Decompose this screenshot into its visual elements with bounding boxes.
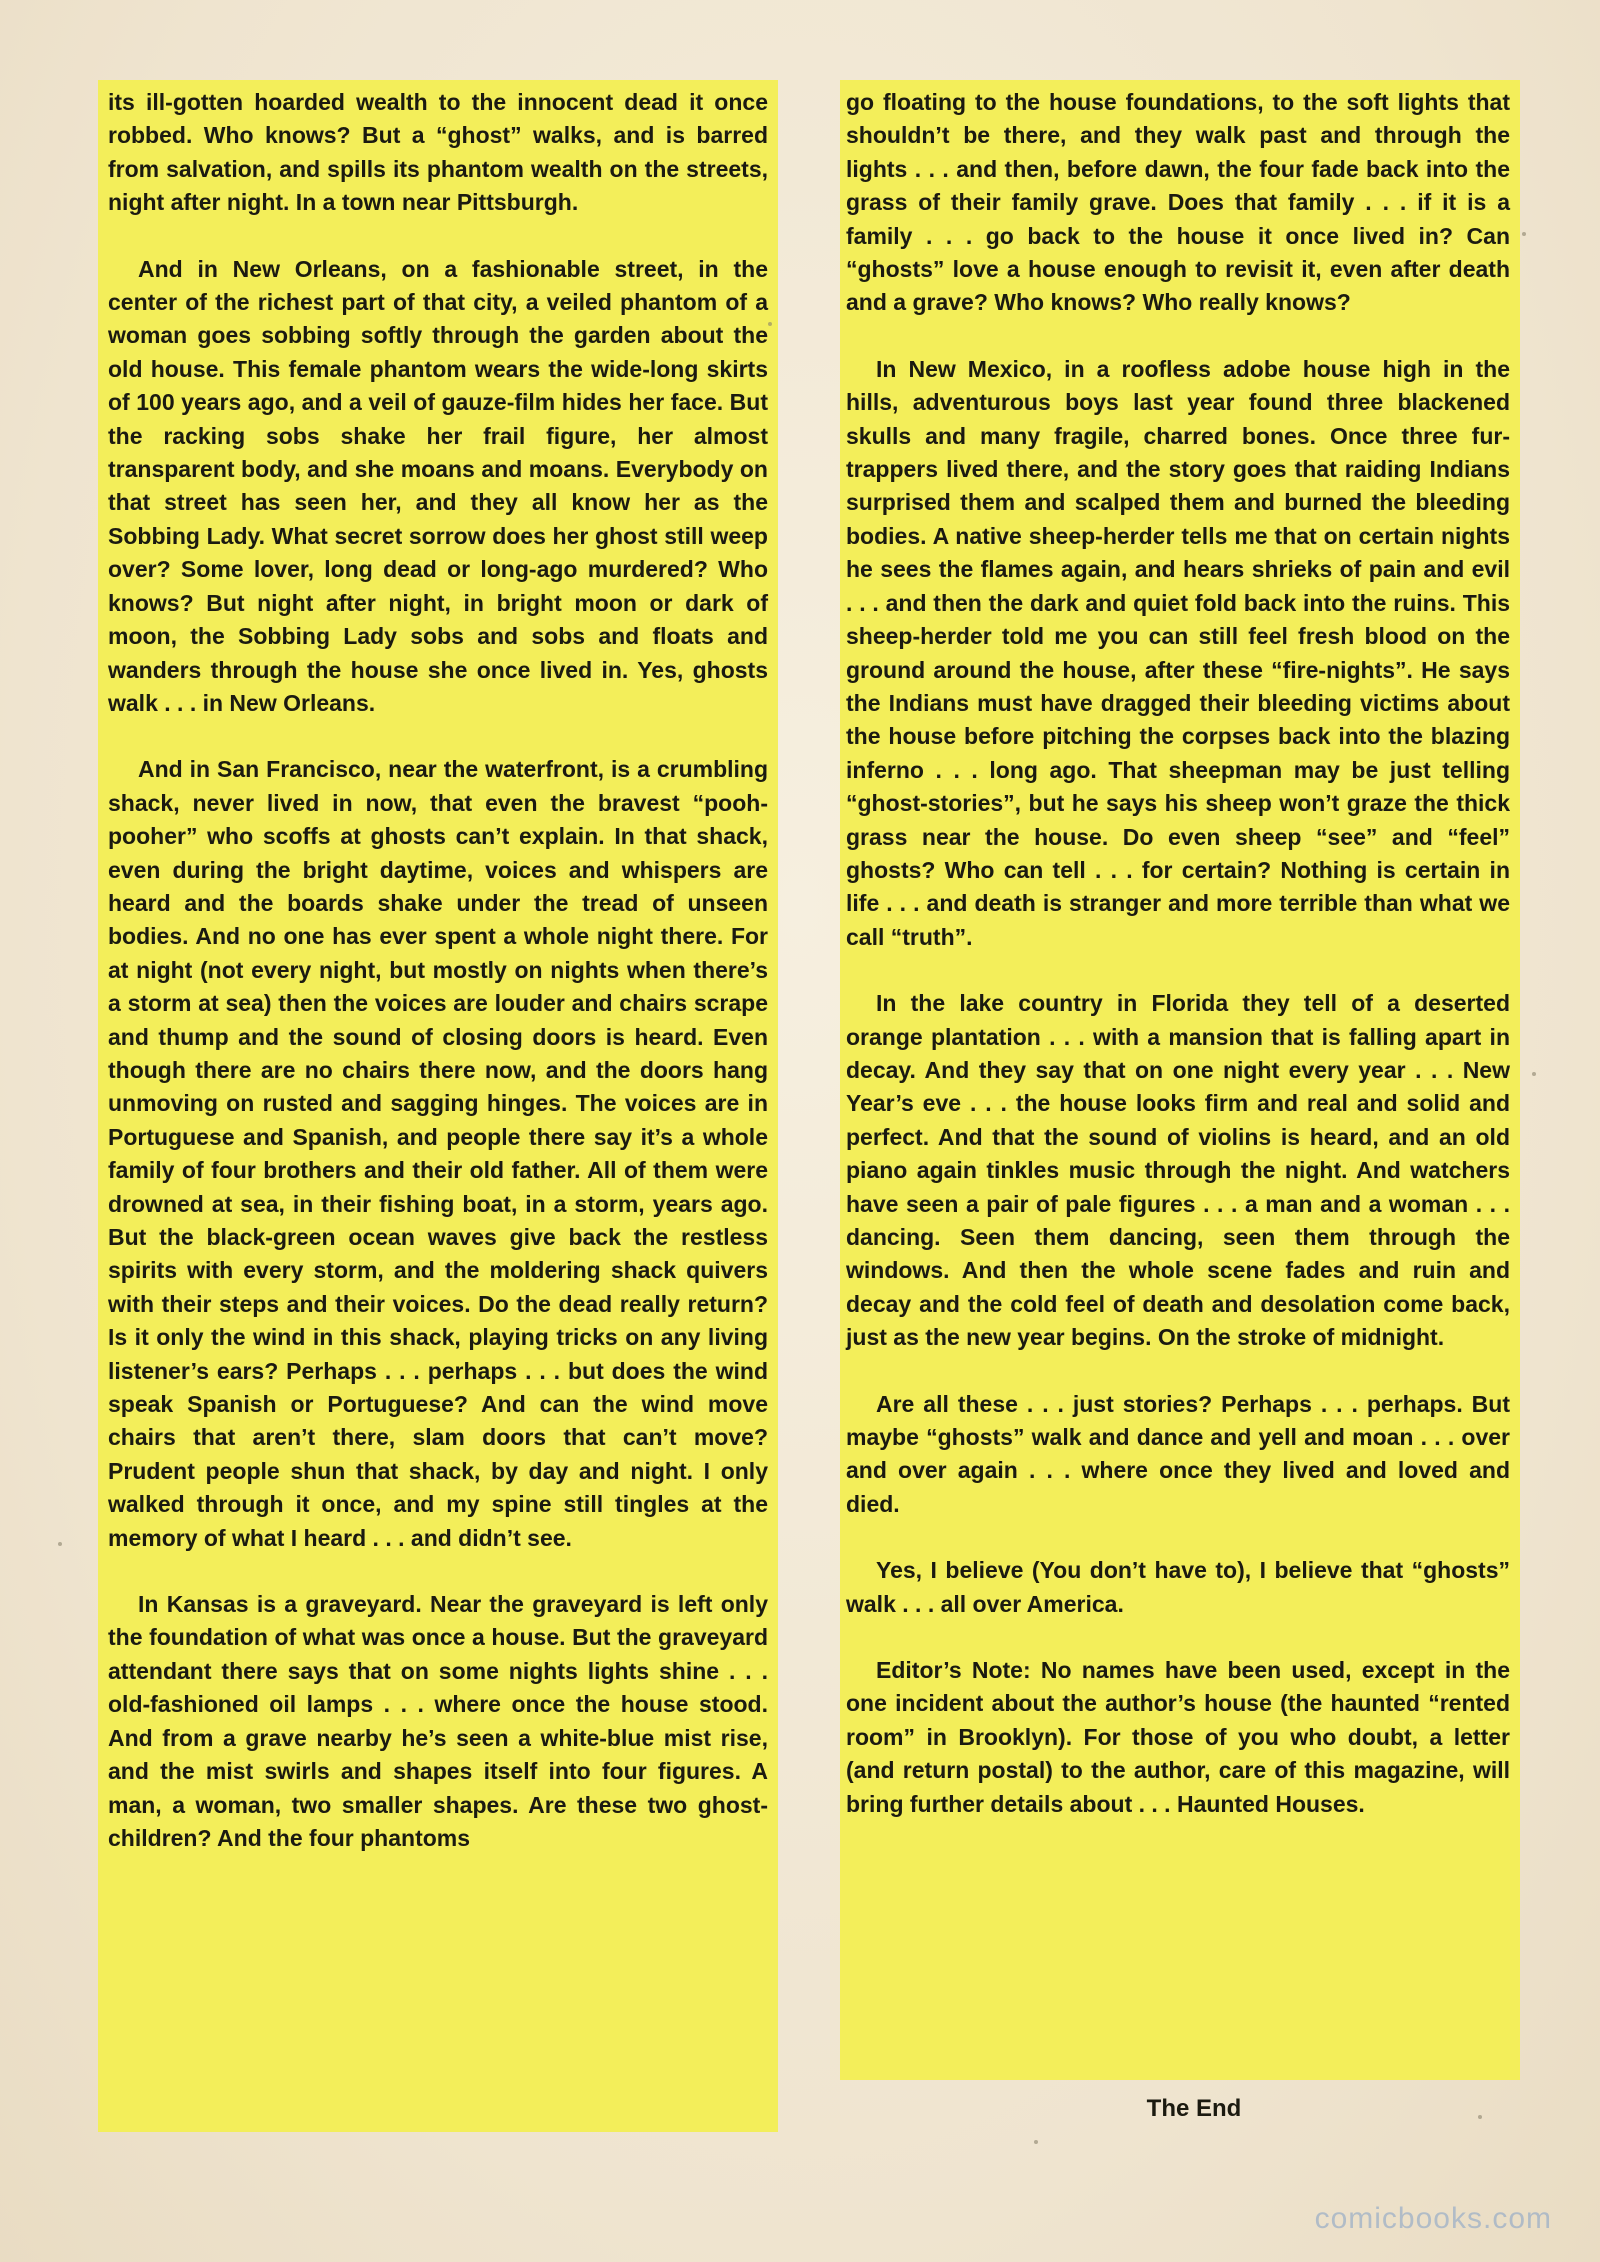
paragraph-florida: In the lake country in Florida they tell of a deserted orange plantation . . . with a mansion that is falling apart in decay. And they say that on one night every year . . . New Year’s eve . . . the house looks firm and real and solid and perfect. And that the sound of violins is heard, and an old piano again tinkles music through the night. And watchers have seen a pair of pale figures . . . a man and a woman . . . dancing. Seen them dancing, seen them through the windows. And then the whole scene fades and ruin and decay and the cold feel of death and desolation come back, just as the new year begins. On the stroke of midnight.	[846, 990, 1510, 1351]
left-text-column	[98, 80, 778, 2132]
paragraph-new-mexico: In New Mexico, in a roofless adobe house high in the hills, adventurous boys last year found three blackened skulls and many fragile, charred bones. Once three fur-trappers lived there, and the story goes that raiding Indians surprised them and scalped them and burned the bleeding bodies. A native sheep-herder tells me that on certain nights he sees the flames again, and hears shrieks of pain and evil . . . and then the dark and quiet fold back into the ruins. This sheep-herder told me you can still feel fresh blood on the ground around the house, after these “fire-nights”. He says the Indians must have dragged their bleeding victims about the house before pitching the corpses back into the blazing inferno . . . long ago. That sheepman may be just telling “ghost-stories”, but he says his sheep won’t graze the thick grass near the house. Do even sheep “see” and “feel” ghosts? Who can tell . . . for certain? Nothing is certain in life . . . and death is stranger and more terrible than what we call “truth”.	[846, 355, 1510, 950]
paper-speck	[768, 322, 772, 326]
paragraph-san-francisco: And in San Francisco, near the waterfront, is a crumbling shack, never lived in now, that even the bravest “pooh-pooher” who scoffs at ghosts can’t explain. In that shack, even during the bright daytime, voices and whispers are heard and the boards shake under the tread of unseen bodies. And no one has ever spent a whole night there. For at night (not every night, but mostly on nights when there’s a storm at sea) then the voices are louder and chairs scrape and thump and the sound of closing doors is heard. Even though there are no chairs there now, and the doors hang unmoving on rusted and sagging hinges. The voices are in Portuguese and Spanish, and people there say it’s a whole family of four brothers and their old father. All of them were drowned at sea, in their fishing boat, in a storm, years ago. But the black-green ocean waves give back the restless spirits with every storm, and the moldering shack quivers with their steps and their voices. Do the dead really return? Is it only the wind in this shack, playing tricks on any living listener’s ears? Perhaps . . . perhaps . . . but does the wind speak Spanish or Portuguese? And can the wind move chairs that aren’t there, slam doors that can’t move? Prudent people shun that shack, by day and night. I only walked through it once, and my spine still tingles at the memory of what I heard . . . and didn’t see.	[108, 756, 768, 1551]
paper-speck	[1034, 2140, 1038, 2144]
paragraph-just-stories: Are all these . . . just stories? Perhaps . . . perhaps. But maybe “ghosts” walk and dance and yell and moan . . . over and over again . . . where once they lived and loved and died.	[846, 1390, 1510, 1517]
paragraph-kansas: In Kansas is a graveyard. Near the graveyard is left only the foundation of what was once a house. But the graveyard attendant there says that on some nights lights shine . . . old-fashioned oil lamps . . . where once the house stood. And from a grave nearby he’s seen a white-blue mist rise, and the mist swirls and shapes itself into four figures. A man, a woman, two smaller shapes. Are these two ghost-children? And the four phantoms	[108, 1591, 768, 1851]
paper-speck	[1532, 1072, 1536, 1076]
paragraph-new-orleans: And in New Orleans, on a fashionable street, in the center of the richest part of that city, a veiled phantom of a woman goes sobbing softly through the garden about the old house. This female phantom wears the wide-long skirts of 100 years ago, and a veil of gauze-film hides her face. But the racking sobs shake her frail figure, her almost transparent body, and she moans and moans. Everybody on that street has seen her, and they all know her as the Sobbing Lady. What secret sorrow does her ghost still weep over? Some lover, long dead or long-ago murdered? Who knows? But night after night, in bright moon or dark of moon, the Sobbing Lady sobs and sobs and floats and wanders through the house she once lived in. Yes, ghosts walk . . . in New Orleans.	[108, 255, 768, 716]
paragraph-i-believe: Yes, I believe (You don’t have to), I believe that “ghosts” walk . . . all over America.	[846, 1557, 1510, 1617]
site-watermark: comicbooks.com	[1314, 2202, 1552, 2235]
paragraph-kansas-continued: go floating to the house foundations, to the soft lights that shouldn’t be there, and they walk past and through the lights . . . and then, before dawn, the four fade back into the grass of their family grave. Does that family . . . if it is a family . . . go back to the house it once lived in? Can “ghosts” love a house enough to revisit it, even after death and a grave? Who knows? Who really knows?	[846, 89, 1510, 316]
paragraph-pittsburgh: its ill-gotten hoarded wealth to the innocent dead it once robbed. Who knows? But a “ghost” walks, and is barred from salvation, and spills its phantom wealth on the streets, night after night. In a town near Pittsburgh.	[108, 89, 768, 216]
the-end-label: The End	[1146, 2095, 1242, 2122]
paper-speck	[58, 1542, 62, 1546]
paragraph-editors-note: Editor’s Note: No names have been used, except in the one incident about the author’s house (the haunted “rented room” in Brooklyn). For those of you who doubt, a letter (and return postal) to the author, care of this magazine, will bring further details about . . . Haunted Houses.	[846, 1657, 1510, 1817]
paper-speck	[1522, 232, 1526, 236]
paper-speck	[1478, 2115, 1482, 2119]
right-text-column	[840, 80, 1520, 2080]
